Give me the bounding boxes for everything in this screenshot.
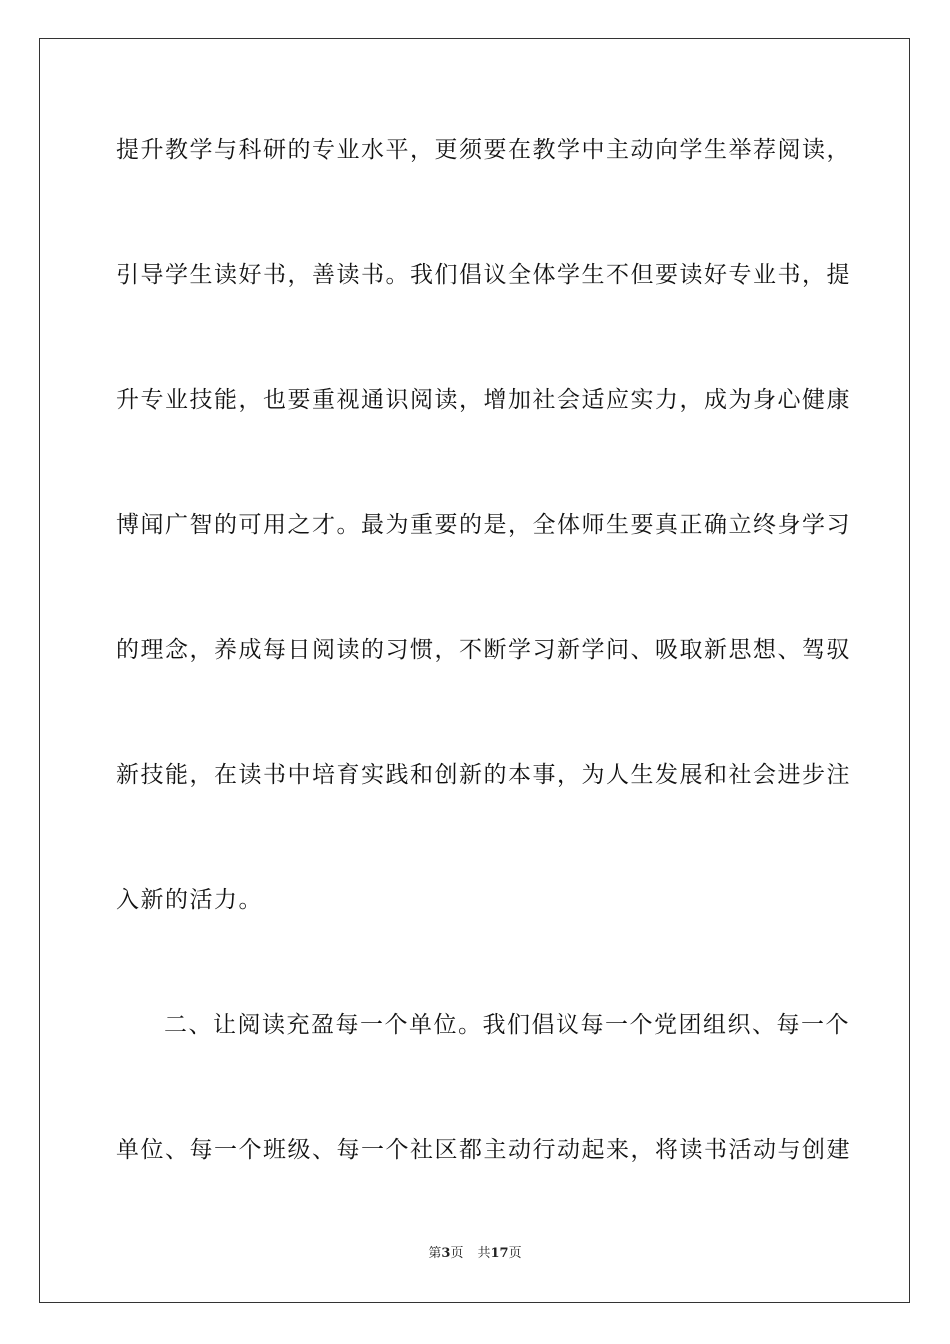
total-pages: 17 [490,1246,509,1261]
text-line-4: 博闻广智的可用之才。最为重要的是，全体师生要真正确立终身学习 [116,512,851,538]
total-prefix: 共 [477,1246,491,1261]
page-suffix: 页 [450,1246,464,1261]
text-line-9: 单位、每一个班级、每一个社区都主动行动起来，将读书活动与创建 [116,1137,851,1163]
total-suffix: 页 [508,1246,522,1261]
text-line-7: 入新的活力。 [116,887,263,913]
page-number: 3 [441,1246,451,1261]
page-footer [0,1245,950,1263]
page-border [39,38,910,1303]
text-line-1: 提升教学与科研的专业水平，更须要在教学中主动向学生举荐阅读， [116,137,851,163]
text-line-5: 的理念，养成每日阅读的习惯，不断学习新学问、吸取新思想、驾驭 [116,637,851,663]
text-line-8-paragraph-start: 二、让阅读充盈每一个单位。我们倡议每一个党团组织、每一个 [164,1012,850,1038]
page-prefix: 第 [428,1246,442,1261]
text-line-2: 引导学生读好书，善读书。我们倡议全体学生不但要读好专业书，提 [116,262,851,288]
text-line-3: 升专业技能，也要重视通识阅读，增加社会适应实力，成为身心健康 [116,387,851,413]
text-line-6: 新技能，在读书中培育实践和创新的本事，为人生发展和社会进步注 [116,762,851,788]
